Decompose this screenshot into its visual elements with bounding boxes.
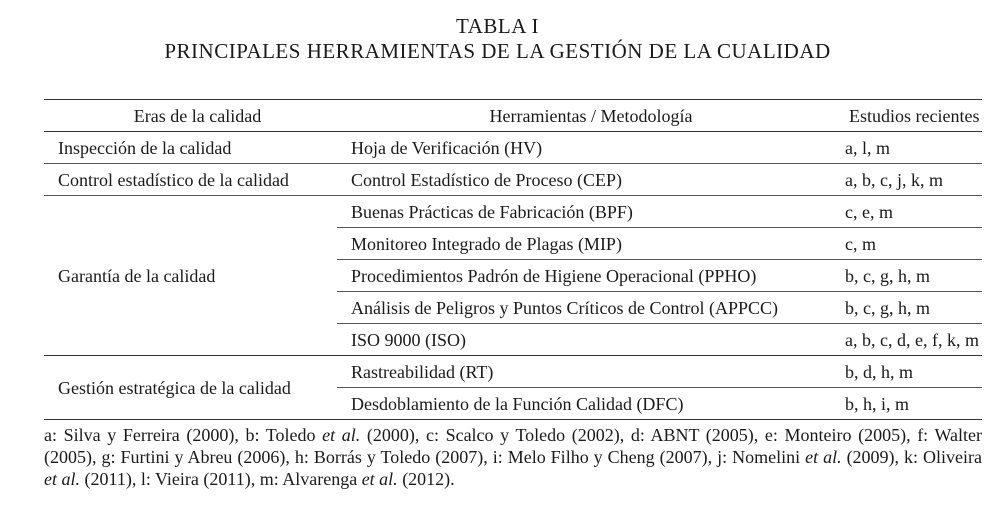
table-row xyxy=(44,132,982,164)
footnote-etal: et al. xyxy=(805,447,842,467)
tool-cell: Monitoreo Integrado de Plagas (MIP) xyxy=(337,228,831,260)
table-row xyxy=(44,164,982,196)
footnote-text: a: Silva y Ferreira (2000), b: Toledo xyxy=(44,425,323,445)
footnote-text: (2009), k: Oliveira xyxy=(841,447,983,467)
quality-tools-table xyxy=(44,99,982,420)
table-label: TABLA I xyxy=(456,14,539,38)
studies-cell: a, l, m xyxy=(831,132,982,164)
studies-cell: b, d, h, m xyxy=(831,356,982,388)
tool-cell: Control Estadístico de Proceso (CEP) xyxy=(337,164,831,196)
tool-cell: Rastreabilidad (RT) xyxy=(337,356,831,388)
studies-cell: b, c, g, h, m xyxy=(831,292,982,324)
era-cell: Inspección de la calidad xyxy=(44,132,337,164)
tool-cell: Análisis de Peligros y Puntos Críticos de Control (APPCC) xyxy=(337,292,831,324)
header-estudios: Estudios recientes xyxy=(831,100,982,132)
table-title: PRINCIPALES HERRAMIENTAS DE LA GESTIÓN DE LA CUALIDAD xyxy=(164,39,831,63)
table-header-row xyxy=(44,100,982,132)
footnote-etal: et al. xyxy=(322,425,361,445)
tool-cell: Hoja de Verificación (HV) xyxy=(337,132,831,164)
era-cell: Gestión estratégica de la calidad xyxy=(44,356,337,420)
tool-cell: Buenas Prácticas de Fabricación (BPF) xyxy=(337,196,831,228)
header-herramientas: Herramientas / Metodología xyxy=(337,100,831,132)
footnote-etal: et al. xyxy=(44,469,80,489)
studies-cell: b, h, i, m xyxy=(831,388,982,420)
era-cell: Control estadístico de la calidad xyxy=(44,164,337,196)
table-caption xyxy=(0,14,995,63)
header-eras: Eras de la calidad xyxy=(44,100,337,132)
table-row xyxy=(44,356,982,388)
tool-cell: Procedimientos Padrón de Higiene Operacional (PPHO) xyxy=(337,260,831,292)
studies-cell: c, m xyxy=(831,228,982,260)
footnote-text: (2012). xyxy=(397,469,455,489)
footnote-text: (2000), c: Scalco y Toledo (2002), d: ABNT (2005), e: Monteiro (2005), f: Walter (2005), g: Furtini y Abreu (2006), h: Borrás y Toledo (2007), i: Melo Filho y Cheng (2007), j: Nomelini xyxy=(44,425,982,467)
studies-cell: a, b, c, j, k, m xyxy=(831,164,982,196)
studies-cell: c, e, m xyxy=(831,196,982,228)
table-row xyxy=(44,196,982,228)
era-cell: Garantía de la calidad xyxy=(44,196,337,356)
table-footnote xyxy=(44,424,982,490)
studies-cell: a, b, c, d, e, f, k, m xyxy=(831,324,982,356)
studies-cell: b, c, g, h, m xyxy=(831,260,982,292)
tool-cell: Desdoblamiento de la Función Calidad (DFC) xyxy=(337,388,831,420)
footnote-text: (2011), l: Vieira (2011), m: Alvarenga xyxy=(80,469,362,489)
footnote-etal: et al. xyxy=(361,469,398,489)
tool-cell: ISO 9000 (ISO) xyxy=(337,324,831,356)
